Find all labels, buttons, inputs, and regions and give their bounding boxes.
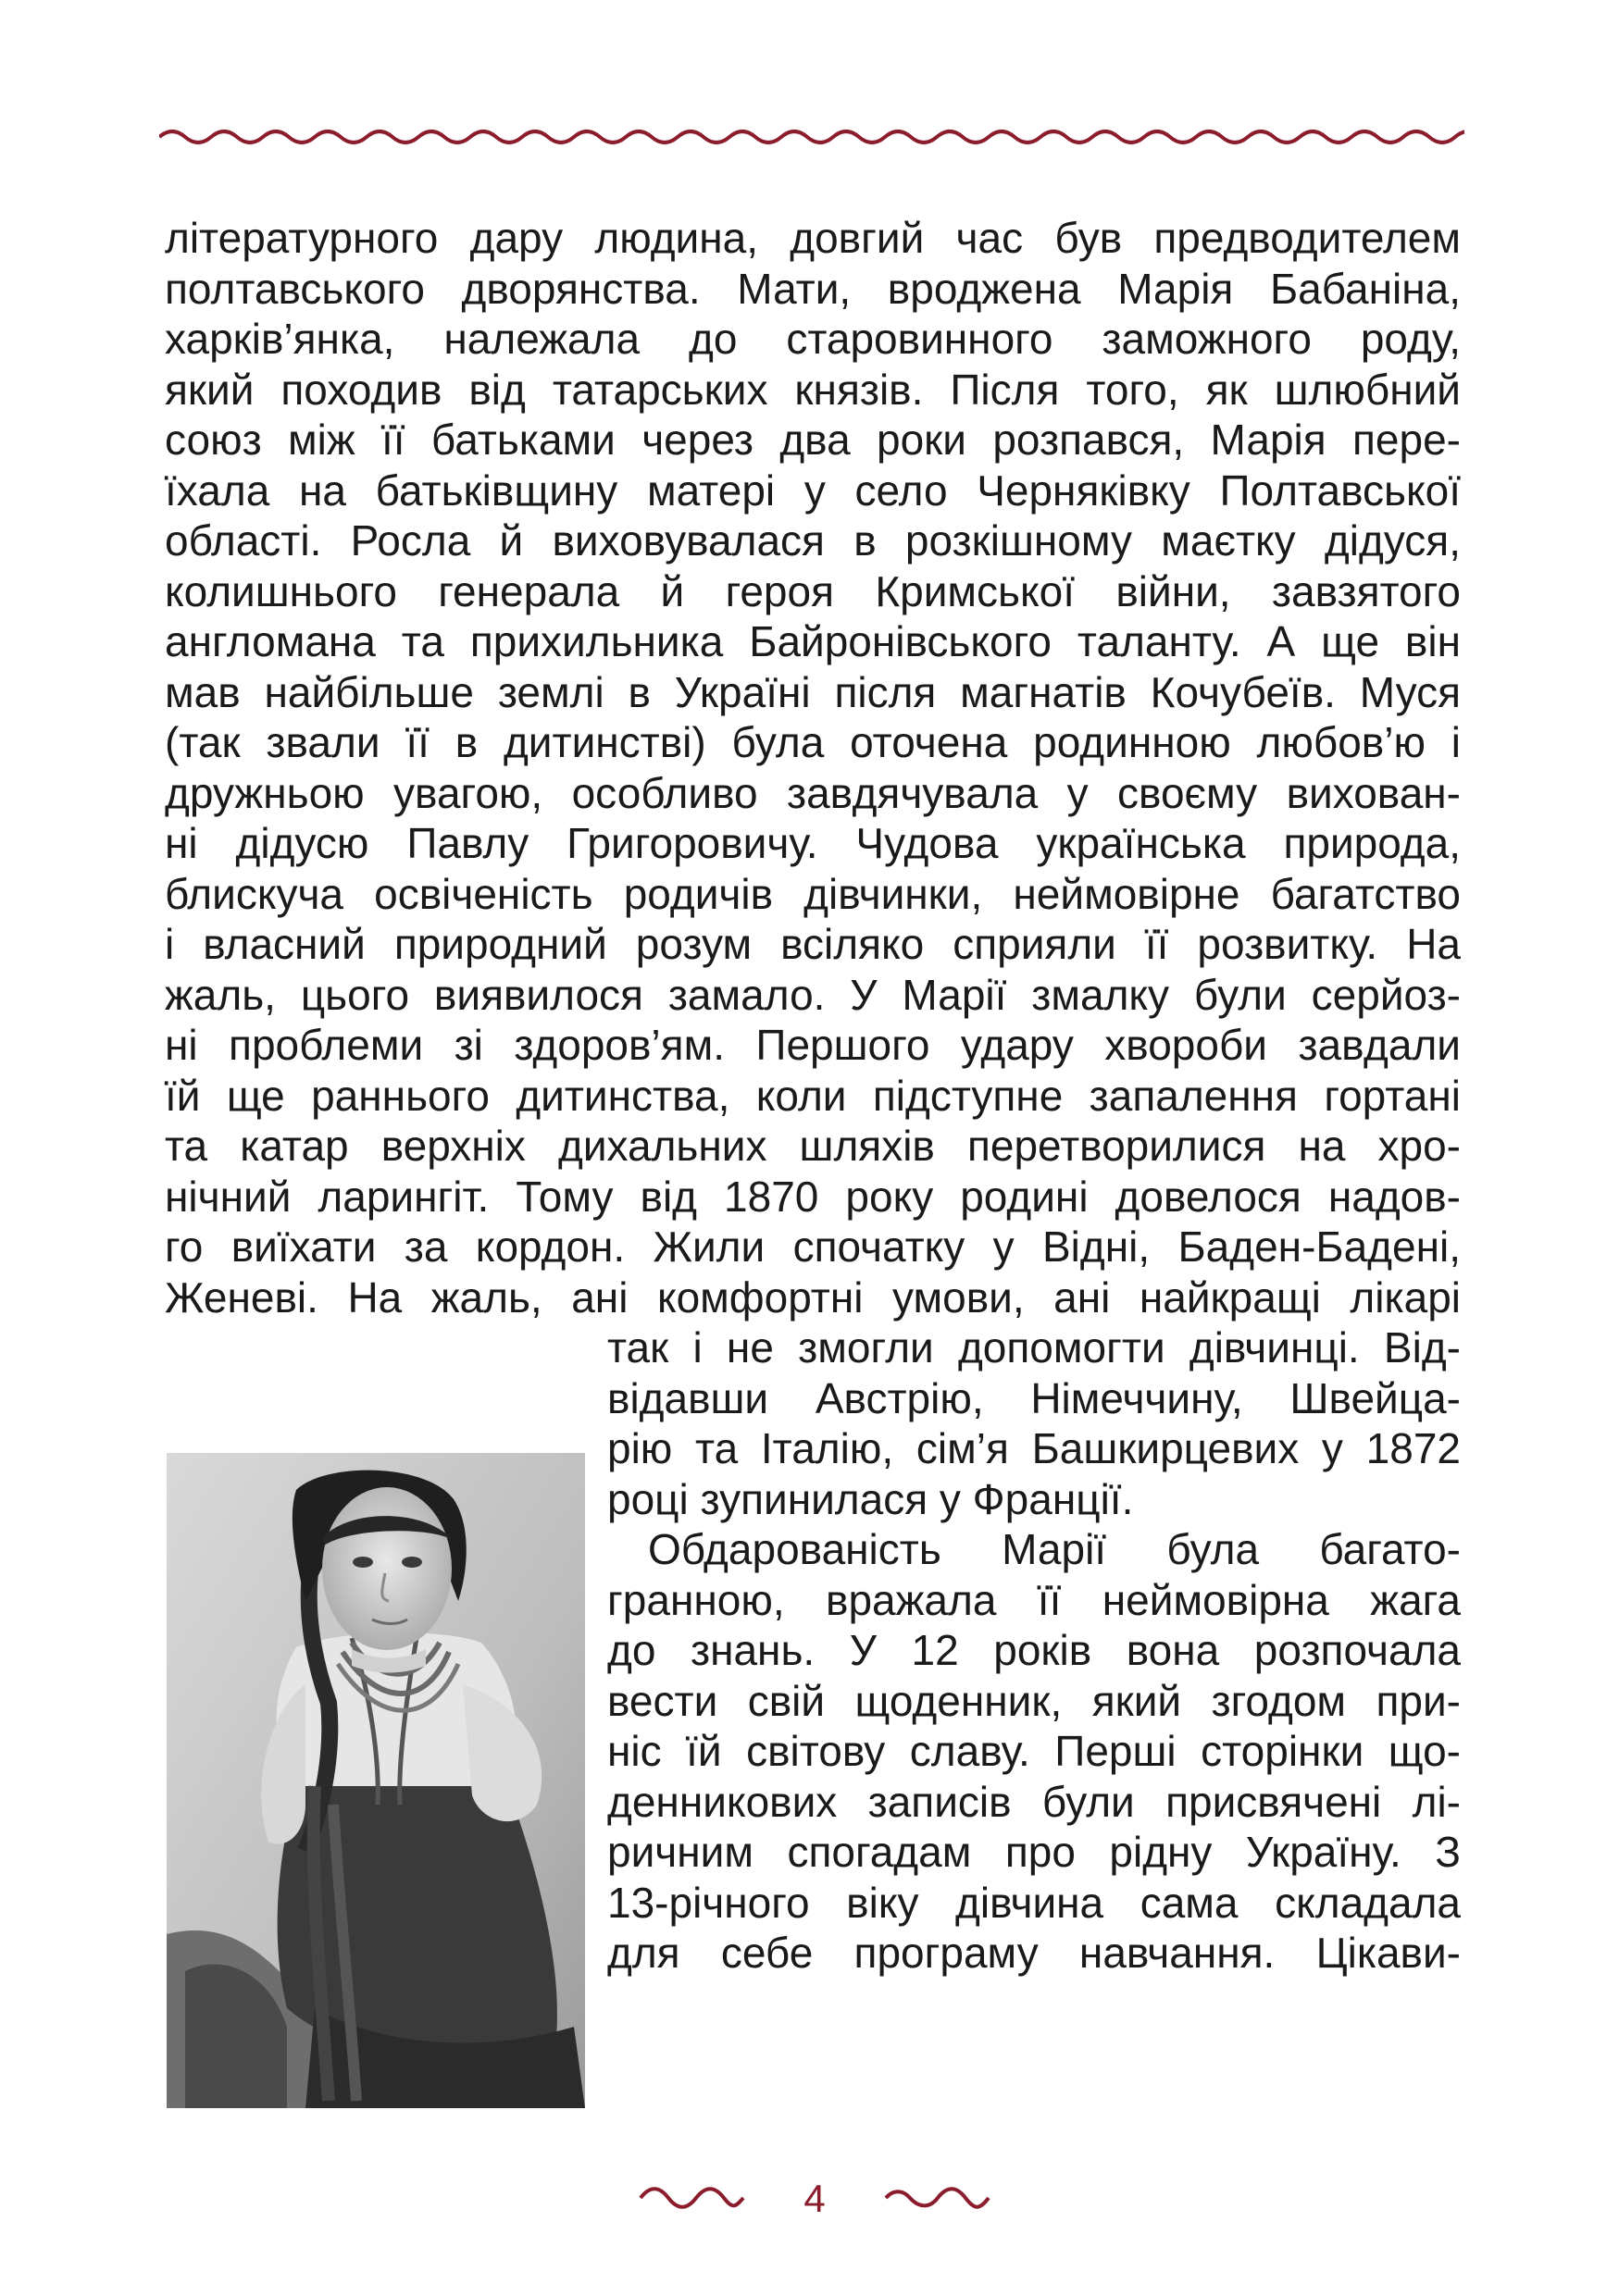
portrait-photo xyxy=(167,1453,585,2108)
text-line: (так звали її в дитинстві) була оточена родинною любов’ю і xyxy=(165,718,1461,766)
text-line: 13-річного віку дівчина сама складала xyxy=(607,1878,1461,1927)
text-line: і власний природний розум всіляко сприяли її розвитку. На xyxy=(165,920,1461,968)
text-line: рію та Італію, сім’я Башкирцевих у 1872 xyxy=(607,1424,1461,1472)
text-line: ричним спогадам про рідну Україну. З xyxy=(607,1828,1461,1876)
page-footer xyxy=(639,2171,990,2227)
second-paragraph-lines xyxy=(607,1575,1461,1979)
text-line: для себе програму навчання. Цікави- xyxy=(607,1929,1461,1977)
portrait-illustration xyxy=(167,1453,585,2108)
text-line: дружньою увагою, особливо завдячувала у своєму вихован- xyxy=(165,768,1461,817)
text-line: вести свій щоденник, який згодом при- xyxy=(607,1676,1461,1725)
text-line: та катар верхніх дихальних шляхів перетворилися на хро- xyxy=(165,1122,1461,1170)
text-line: полтавського дворянства. Мати, вроджена Марія Бабаніна, xyxy=(165,264,1461,313)
text-line: жаль, цього виявилося замало. У Марії змалку були серйоз- xyxy=(165,970,1461,1019)
text-line: який походив від татарських князів. Після того, як шлюбний xyxy=(165,365,1461,414)
text-line: денникових записів були присвячені лі- xyxy=(607,1777,1461,1826)
text-line: їхала на батьківщину матері у село Черняківку Полтавської xyxy=(165,465,1461,515)
second-paragraph xyxy=(607,1524,1461,1979)
text-line: ніс їй світову славу. Перші сторінки що- xyxy=(607,1727,1461,1775)
text-line: так і не змогли допомогти дівчинці. Від- xyxy=(607,1323,1461,1371)
text-line: Женеві. На жаль, ані комфортні умови, ані найкращі лікарі xyxy=(165,1272,1461,1322)
text-line: ні проблеми зі здоров’ям. Першого удару хвороби завдали xyxy=(165,1021,1461,1069)
paragraph-first-line: Обдарованість Марії була багато- xyxy=(648,1525,1461,1573)
text-line: го виїхати за кордон. Жили спочатку у Відні, Баден-Бадені, xyxy=(165,1222,1461,1271)
full-width-paragraph xyxy=(165,213,1461,1322)
text-line: році зупинилася у Франції. xyxy=(607,1474,1134,1523)
text-line: ні дідусю Павлу Григоровичу. Чудова українська природа, xyxy=(165,819,1461,867)
page-number: 4 xyxy=(803,2177,826,2220)
text-line: союз між її батьками через два роки розпався, Марія пере- xyxy=(165,416,1461,464)
text-line: блискуча освіченість родичів дівчинки, неймовірне багатство xyxy=(165,869,1461,918)
text-line: англомана та прихильника Байронівського таланту. А ще він xyxy=(165,617,1461,665)
footer-right-wavy-line-icon xyxy=(884,2184,990,2212)
text-line: літературного дару людина, довгий час був предводителем xyxy=(165,214,1461,262)
text-line: відавши Австрію, Німеччину, Швейца- xyxy=(607,1373,1461,1422)
text-line: гранною, вражала її неймовірна жага xyxy=(607,1575,1461,1624)
text-line: до знань. У 12 років вона розпочала xyxy=(607,1626,1461,1674)
wrapped-paragraph-end xyxy=(607,1322,1461,1524)
text-line: області. Росла й виховувалася в розкішному маєтку дідуся, xyxy=(165,516,1461,565)
text-line: нічний ларингіт. Тому від 1870 року родині довелося надов- xyxy=(165,1172,1461,1221)
text-line: колишнього генерала й героя Кримської війни, завзятого xyxy=(165,566,1461,615)
top-wavy-line-icon xyxy=(159,118,1464,155)
text-line: харків’янка, належала до старовинного заможного роду, xyxy=(165,315,1461,363)
text-line: їй ще раннього дитинства, коли підступне запалення гортані xyxy=(165,1071,1461,1120)
text-line: мав найбільше землі в Україні після магнатів Кочубеїв. Муся xyxy=(165,667,1461,716)
